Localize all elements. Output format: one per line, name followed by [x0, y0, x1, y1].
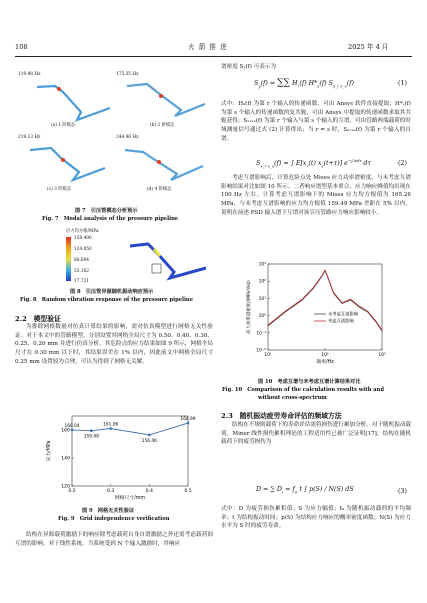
y-tick-label: 160 [61, 428, 70, 434]
x-tick-label: 0.2 [68, 489, 76, 494]
freq-label-4: 244.46 Hz [116, 135, 139, 140]
grid-independence-chart [38, 408, 208, 506]
y-tick-label: 10² [258, 279, 266, 285]
subfig-b: (b) 2 阶模态 [150, 123, 175, 128]
y-tick-label: 140 [61, 456, 70, 462]
header-rule [15, 56, 412, 57]
data-label: 161.06 [103, 422, 119, 428]
figure-9 [38, 408, 208, 506]
legend-value-4: 53.162 [74, 269, 90, 274]
x-tick-label: 10² [321, 353, 329, 358]
y-axis-label: 应力功率谱密度/(MPa²/Hz) [247, 280, 252, 334]
fig10-caption-cn: 图 10 考虑互谱与未考虑互谱计算结果对比 [258, 379, 361, 385]
mode-shape-1 [37, 86, 110, 120]
section-2-3-paragraph-1: 结构在不规则载荷下的寿命评估需将损伤进行累加分析。对于随机振动载荷，Miner 线性损伤累积理论的工程适用性已被广泛证明[17]，结构在随机载荷下的疲劳损伤为 [221, 422, 412, 446]
figure-10 [242, 258, 402, 376]
legend-label-1: 未考虑互谱影响 [328, 312, 359, 318]
x-tick-label: 0.5 [184, 489, 192, 494]
freq-label-3: 219.13 Hz [18, 135, 41, 140]
freq-label-1: 119.98 Hz [18, 72, 41, 77]
series-without-cross-spectrum [268, 271, 382, 331]
equation-2-label: (2) [398, 160, 407, 167]
issue-date: 2025 年 4 月 [348, 43, 389, 51]
fig10-caption-en-2: without cross-spectrum [258, 395, 327, 401]
fig10-caption-en-1: Fig. 10 Comparison of the calculation results with and [222, 387, 384, 393]
fig8-caption-cn: 图 8 引压管异源随机振动响应预示 [70, 289, 154, 295]
journal-title: 火 箭 推 进 [188, 43, 228, 51]
y-tick-label: 10⁻² [256, 348, 266, 354]
freq-label-2: 175.35 Hz [116, 72, 139, 77]
mode-shape-2 [127, 84, 205, 116]
data-point [187, 422, 190, 425]
y-tick-label: 120 [61, 484, 70, 490]
data-label: 164.99 [180, 417, 196, 423]
x-tick-label: 10¹ [264, 353, 272, 358]
section-2-2-title: 2.2 模型验证 [15, 315, 61, 323]
fig8-caption-en: Fig. 8 Random vibration response of the pressure pipeline [20, 297, 194, 303]
legend-value-5: 17.721 [74, 279, 90, 284]
data-point [109, 427, 112, 430]
section-2-2-paragraph: 为排除网格数量对仿真计算结果的影响，需对仿真模型进行网格无关性验证。对于本文中的管路模型，分别设置其网格全局尺寸为 0.50、0.40、0.30、0.25、0.20 mm 并进行仿真分析，其危险点的应力结果如图 9 所示，网格全局尺寸在 0.30 mm 以下时，其结果误差在 1% 以内，因此前文中网格全局尺寸 0.25 mm 设置较为合理，可认为得到了网格无关解。 [15, 324, 213, 365]
psd-comparison-chart [242, 258, 402, 376]
legend-label-2: 考虑互谱影响 [328, 319, 354, 325]
color-bar [66, 237, 71, 281]
data-label: 156.46 [141, 438, 157, 444]
y-tick-label: 10⁻¹ [256, 331, 266, 337]
subfig-d: (d) 4 阶模态 [147, 187, 172, 192]
mode-shape-4 [125, 150, 203, 180]
equation-3: D = ∑ $D_i = f_0$ t ∫ p(S) / N(S) dS [256, 486, 354, 495]
legend-value-3: 88.604 [74, 258, 90, 263]
x-axis-label: 网格尺寸/mm [114, 496, 146, 501]
fig9-caption-cn: 图 9 网格无关性验证 [82, 508, 135, 514]
plot-frame [72, 416, 188, 486]
pipe-stress-contour [126, 232, 210, 284]
legend-value-1: 159.490 [74, 236, 92, 241]
y-tick-label: 10⁰ [258, 314, 266, 320]
fig7-caption-en: Fig. 7 Modal analysis of the pressure pipeline [42, 216, 179, 222]
figure-8 [60, 228, 210, 284]
section-2-3-title: 2.3 随机振动疲劳寿命评估的频域方法 [221, 412, 342, 420]
legend-value-2: 124.050 [74, 247, 92, 252]
x-tick-label: 0.4 [145, 489, 153, 494]
equation-3-label: (3) [398, 488, 407, 495]
equation-1-label: (1) [398, 80, 407, 87]
data-label: 160.04 [64, 423, 80, 429]
equation-1: $S_y(f)$ = ∑∑ $H_r(f)$ $H*_s(f)$ $S_{x\_r x\_s}(f)$ [254, 78, 354, 89]
right-paragraph-1: 式中：Hₖ(f) 为第 r 个输入的传递函数，可由 Ansys 软件直接提取；H*ₛ(f) 为第 s 个输入的传递函数的复共轭，可由 Ansys 中提取的传递函数求取其共轭获得；Sₓᵣₓₛ(f) 为第 r 个输入与第 s 个输入的互谱，可由管路两端载荷的时域测量信号通过式 (2) 计算得出；当 r = s 时，Sₓᵣₓₛ(f) 为第 r 个输入的自谱。 [221, 101, 411, 142]
data-point [148, 434, 151, 437]
series-line [72, 423, 188, 435]
plot-frame [268, 264, 382, 350]
legend-title: 应力均方根/MPa [66, 229, 99, 234]
y-tick-label: 10³ [258, 262, 266, 268]
data-point [90, 429, 93, 432]
y-tick-label: 10¹ [258, 296, 266, 302]
fig7-caption-cn: 图 7 引压管模态分析预示 [75, 208, 138, 214]
mode-shape-3 [30, 148, 105, 180]
y-axis-label: 应力/MPa [47, 440, 52, 462]
page-number: 108 [15, 43, 28, 51]
data-point [71, 429, 74, 432]
subfig-a: (a) 1 阶模态 [51, 123, 76, 128]
psd-intro: 谱密度 Sᵧ(f) 可表示为 [221, 64, 277, 70]
data-label: 159.49 [83, 434, 99, 440]
x-tick-label: 10³ [378, 353, 386, 358]
left-bottom-paragraph: 结构在异源载荷激励下的响应除考虑载荷自身自谱激励之外还需考虑载荷间互谱的影响。对于线性系统，当系统受到 N 个输入激励时，其响应 [15, 532, 213, 547]
subfig-c: (c) 3 阶模态 [47, 187, 72, 192]
x-tick-label: 0.3 [107, 489, 115, 494]
modal-shapes [15, 62, 215, 212]
figure-7 [15, 62, 215, 212]
x-axis-label: 频率/Hz [316, 360, 334, 365]
fig9-caption-en: Fig. 9 Grid independence verification [58, 516, 170, 522]
section-2-3-paragraph-2: 式中：D 为疲劳损伤累积值；S 为应力幅值；f₀ 为随机振动载荷的平均频率；t 为结构振动时间；p(S) 为结构应力响应的概率密度函数；N(S) 为应力水平为 S 时的疲劳寿命。 [221, 506, 411, 530]
right-paragraph-2: 考虑互谱影响后，计算危险点处 Mises 应力功率谱密度，与未考虑互谱影响结果对比如图 10 所示。二者响应谱型基本重合，应力响应峰值均出现在 100 Hz 左右。计算考虑互谱影响下的 Mises 应力均方根值为 165.26 MPa，与未考虑互谱影响的应力均方根值 159.49 MPa 差距在 5% 以内，说明在前述 PSD 输入谱下互谱对该引压管路应力响应影响较小。 [221, 175, 411, 216]
equation-2: $S_{x\_r x\_s}(f)$ = ∫ $E[x_r(t)$ $x_s(t+\tau)$] $e^{-j2\pi f\tau}$ dτ [256, 158, 371, 169]
